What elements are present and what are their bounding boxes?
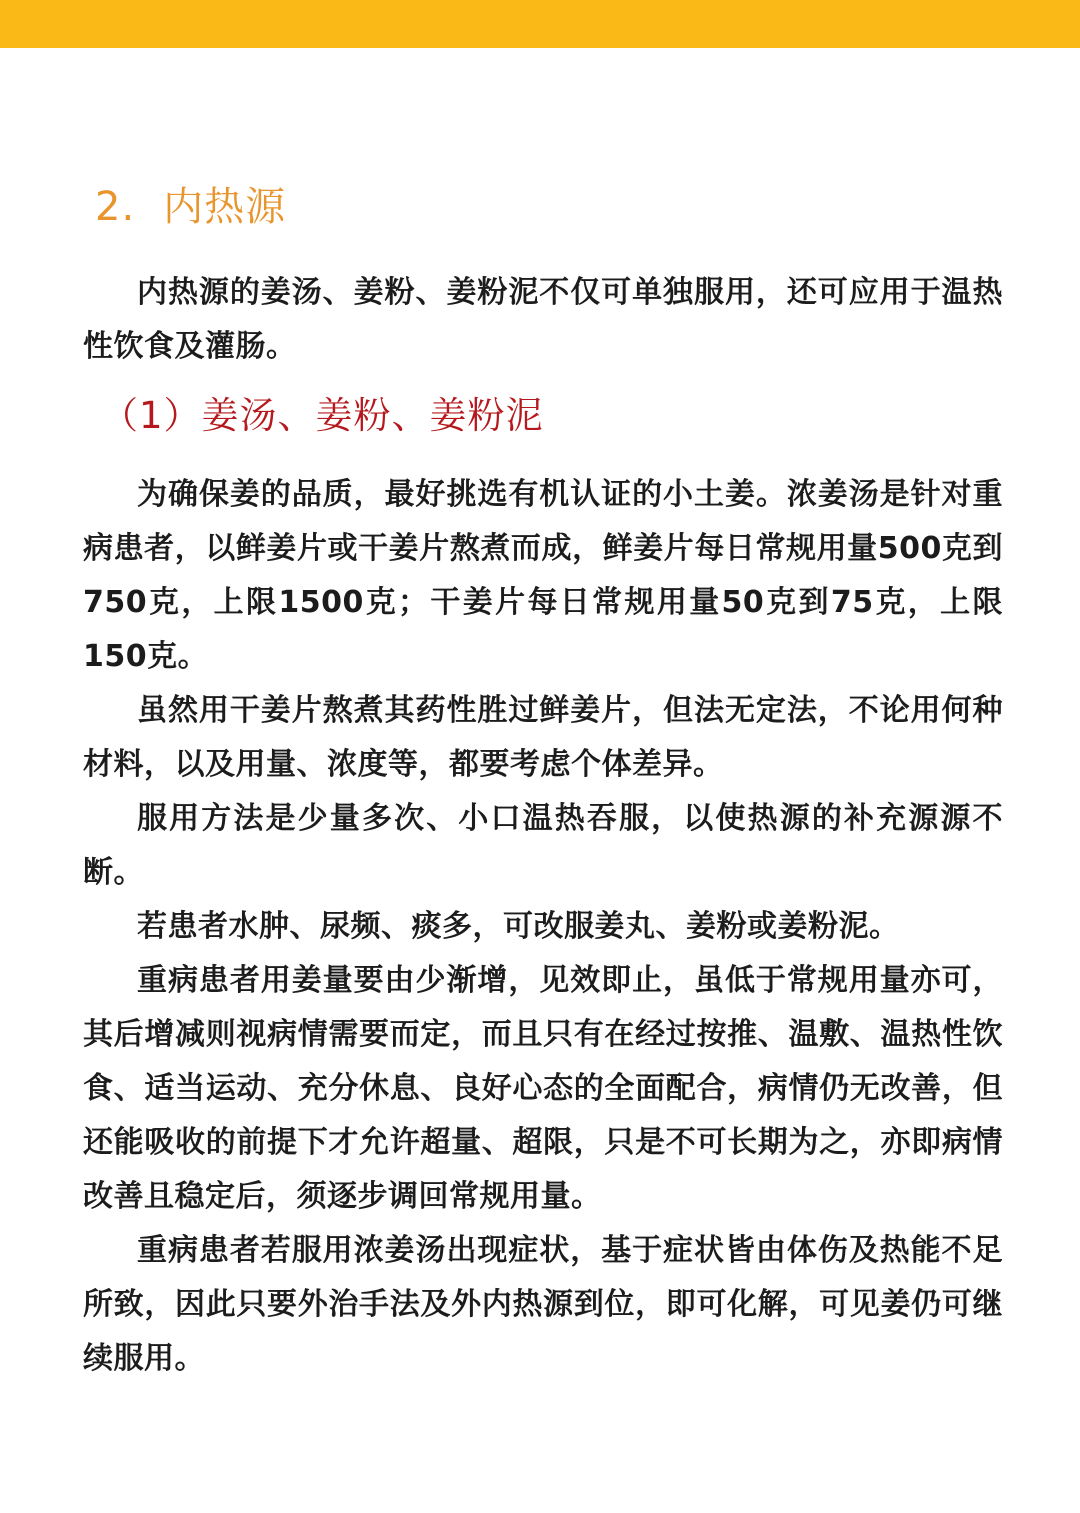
paragraph-method-of-taking: 服用方法是少量多次、小口温热吞服，以使热源的补充源源不断。 bbox=[83, 801, 1003, 890]
paragraph-alternatives: 若患者水肿、尿频、痰多，可改服姜丸、姜粉或姜粉泥。 bbox=[137, 909, 900, 944]
intro-paragraph: 内热源的姜汤、姜粉、姜粉泥不仅可单独服用，还可应用于温热性饮食及灌肠。 bbox=[83, 275, 1003, 364]
paragraph-symptoms: 重病患者若服用浓姜汤出现症状，基于症状皆由体伤及热能不足所致，因此只要外治手法及外内热源到位，即可化解，可见姜仍可继续服用。 bbox=[83, 1233, 1003, 1376]
paragraph-ginger-quality-dosage: 为确保姜的品质，最好挑选有机认证的小土姜。浓姜汤是针对重病患者，以鲜姜片或干姜片熬煮而成，鲜姜片每日常规用量500克到750克，上限1500克；干姜片每日常规用量50克到75克，上限150克。 bbox=[83, 477, 1003, 674]
top-accent-bar bbox=[0, 0, 1080, 48]
paragraph-individual-differences: 虽然用干姜片熬煮其药性胜过鲜姜片，但法无定法，不论用何种材料，以及用量、浓度等，都要考虑个体差异。 bbox=[83, 693, 1003, 782]
paragraph-dosage-adjustment: 重病患者用姜量要由少渐增，见效即止，虽低于常规用量亦可，其后增减则视病情需要而定，而且只有在经过按推、温敷、温热性饮食、适当运动、充分休息、良好心态的全面配合，病情仍无改善，但还能吸收的前提下才允许超量、超限，只是不可长期为之，亦即病情改善且稳定后，须逐步调回常规用量。 bbox=[83, 963, 1003, 1214]
subsection-heading: （1）姜汤、姜粉、姜粉泥 bbox=[101, 394, 544, 437]
section-title: 内热源 bbox=[163, 184, 287, 230]
article-body bbox=[83, 178, 1003, 1386]
section-heading bbox=[95, 178, 1003, 236]
section-number: 2. bbox=[95, 184, 136, 230]
